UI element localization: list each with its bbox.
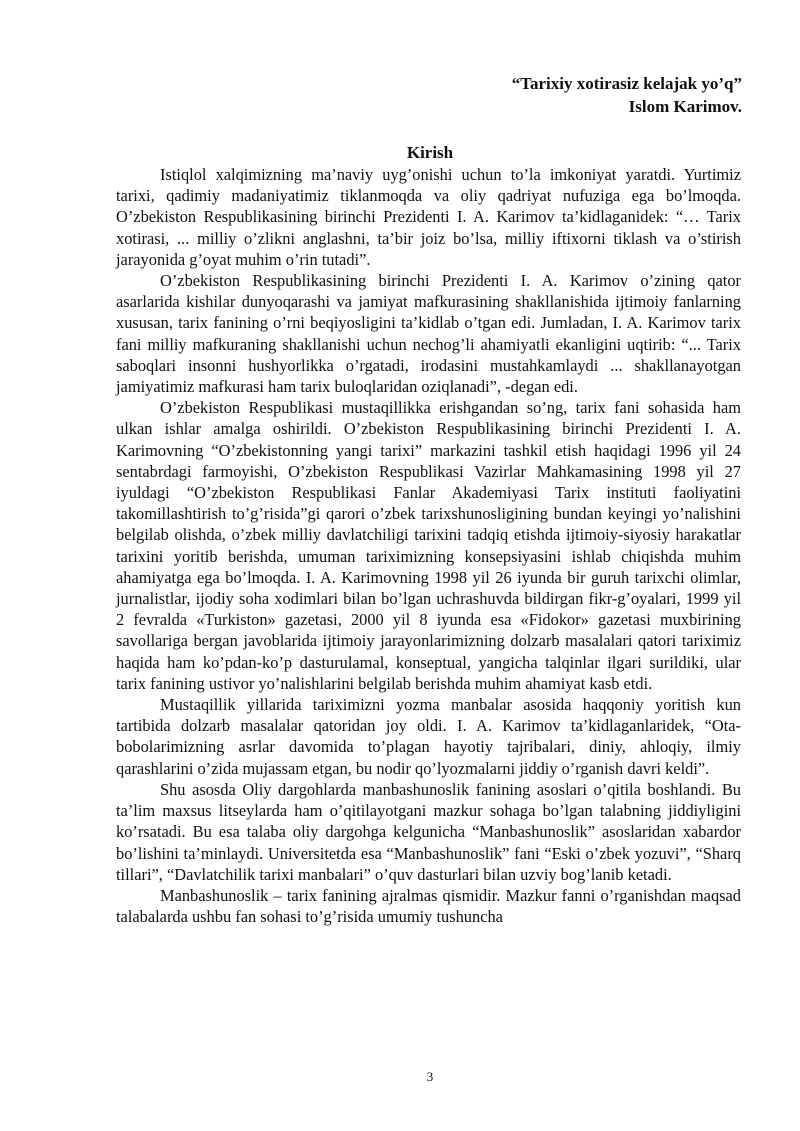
epigraph-author: Islom Karimov.	[628, 97, 742, 116]
paragraph: O’zbekiston Respublikasining birinchi Prezidenti I. A. Karimov o’zining qator asarlarida kishilar dunyoqarashi va jamiyat mafkurasining shakllanishida ijtimoiy fanlarning xususan, tarix fanining o’rni beqiyosligini ta’kidlab o’tgan edi. Jumladan, I. A. Karimov tarix fani milliy mafkuraning shakllanishi uchun nechog’li ahamiyatli ekanligini uqtirib: “... Tarix saboqlari insonni hushyorlikka o’rgatadi, irodasini mustahkamlaydi ... shakllanayotgan jamiyatimiz mafkurasi ham tarix buloqlaridan oziqlanadi”, -degan edi.	[116, 271, 741, 397]
section-heading: Kirish	[406, 143, 454, 162]
paragraph: Shu asosda Oliy dargohlarda manbashunoslik fanining asoslari o’qitila boshlandi. Bu ta’lim maxsus litseylarda ham o’qitilayotgani mazkur sohaga bo’lgan talabning jiddiyligini ko’rsatadi. Bu esa talaba oliy dargohga kelgunicha “Manbashunoslik” asoslaridan xabardor bo’lishini ta’minlaydi. Universitetda esa “Manbashunoslik” fani “Eski o’zbek yozuvi”, “Sharq tillari”, “Davlatchilik tarixi manbalari” o’quv dasturlari bilan uzviy bog’lanib ketadi.	[116, 779, 741, 884]
page-number: 3	[426, 1069, 434, 1084]
paragraph: Manbashunoslik – tarix fanining ajralmas qismidir. Mazkur fanni o’rganishdan maqsad talabalarda ushbu fan sohasi to’g’risida umumiy tushuncha	[116, 885, 741, 927]
epigraph-quote: “Tarixiy xotirasiz kelajak yo’q”	[511, 74, 742, 93]
paragraph: Istiqlol xalqimizning ma’naviy uyg’onishi uchun to’la imkoniyat yaratdi. Yurtimiz tarixi, qadimiy madaniyatimiz tiklanmoqda va oliy qadriyat nufuziga ega bo’lmoqda. O’zbekiston Respublikasining birinchi Prezidenti I. A. Karimov ta’kidlaganidek: “… Tarix xotirasi, ... milliy o’zlikni anglashni, ta’bir joiz bo’lsa, milliy iftixorni tiklash va o’stirish jarayonida g’oyat muhim o’rin tutadi”.	[116, 165, 741, 269]
epigraph	[512, 72, 742, 118]
paragraph: O’zbekiston Respublikasi mustaqillikka erishgandan so’ng, tarix fani sohasida ham ulkan ishlar amalga oshirildi. O’zbekiston Respublikasining birinchi Prezidenti I. A. Karimovning “O’zbekistonning yangi tarixi” markazini tashkil etish haqidagi 1996 yil 24 sentabrdagi farmoyishi, O’zbekiston Respublikasi Vazirlar Mahkamasining 1998 yil 27 iyuldagi “O’zbekiston Respublikasi Fanlar Akademiyasi Tarix instituti faoliyatini takomillashtirish to’g’risida”gi qarori o’zbek tarixshunosligining bundan keyingi yo’nalishini belgilab olishda, o’zbek milliy davlatchiligi tarixini tadqiq etishda ijtimoiy-siyosiy harakatlar tarixini yoritib berishda, umuman tariximizning konsepsiyasini ishlab chiqishda muhim ahamiyatga ega bo’lmoqda. I. A. Karimovning 1998 yil 26 iyunda bir guruh tarixchi olimlar, jurnalistlar, ijodiy soha xodimlari bilan bo’lgan uchrashuvda bildirgan fikr-g’oyalari, 1999 yil 2 fevralda «Turkiston» gazetasi, 2000 yil 8 iyunda esa «Fidokor» gazetasi muxbirining savollariga bergan javoblarida ijtimoiy jarayonlarimizning dolzarb masalalari qatori tariximiz haqida ham ko’pdan-ko’p dasturulamal, konseptual, yangicha talqinlar ilgari surildiki, ular tarix fanining ustivor yo’nalishlarini belgilab berishda muhim ahamiyat kasb etdi.	[116, 398, 741, 693]
paragraph: Mustaqillik yillarida tariximizni yozma manbalar asosida haqqoniy yoritish kun tartibida dolzarb masalalar qatoridan joy oldi. I. A. Karimov ta’kidlaganlaridek, “Ota-bobolarimizning asrlar davomida to’plagan hayotiy tajribalari, diniy, ahloqiy, ilmiy qarashlarini o’zida mujassam etgan, bu nodir qo’lyozmalarni jiddiy o’rganish davri keldi”.	[116, 695, 741, 778]
body-text	[116, 164, 741, 927]
